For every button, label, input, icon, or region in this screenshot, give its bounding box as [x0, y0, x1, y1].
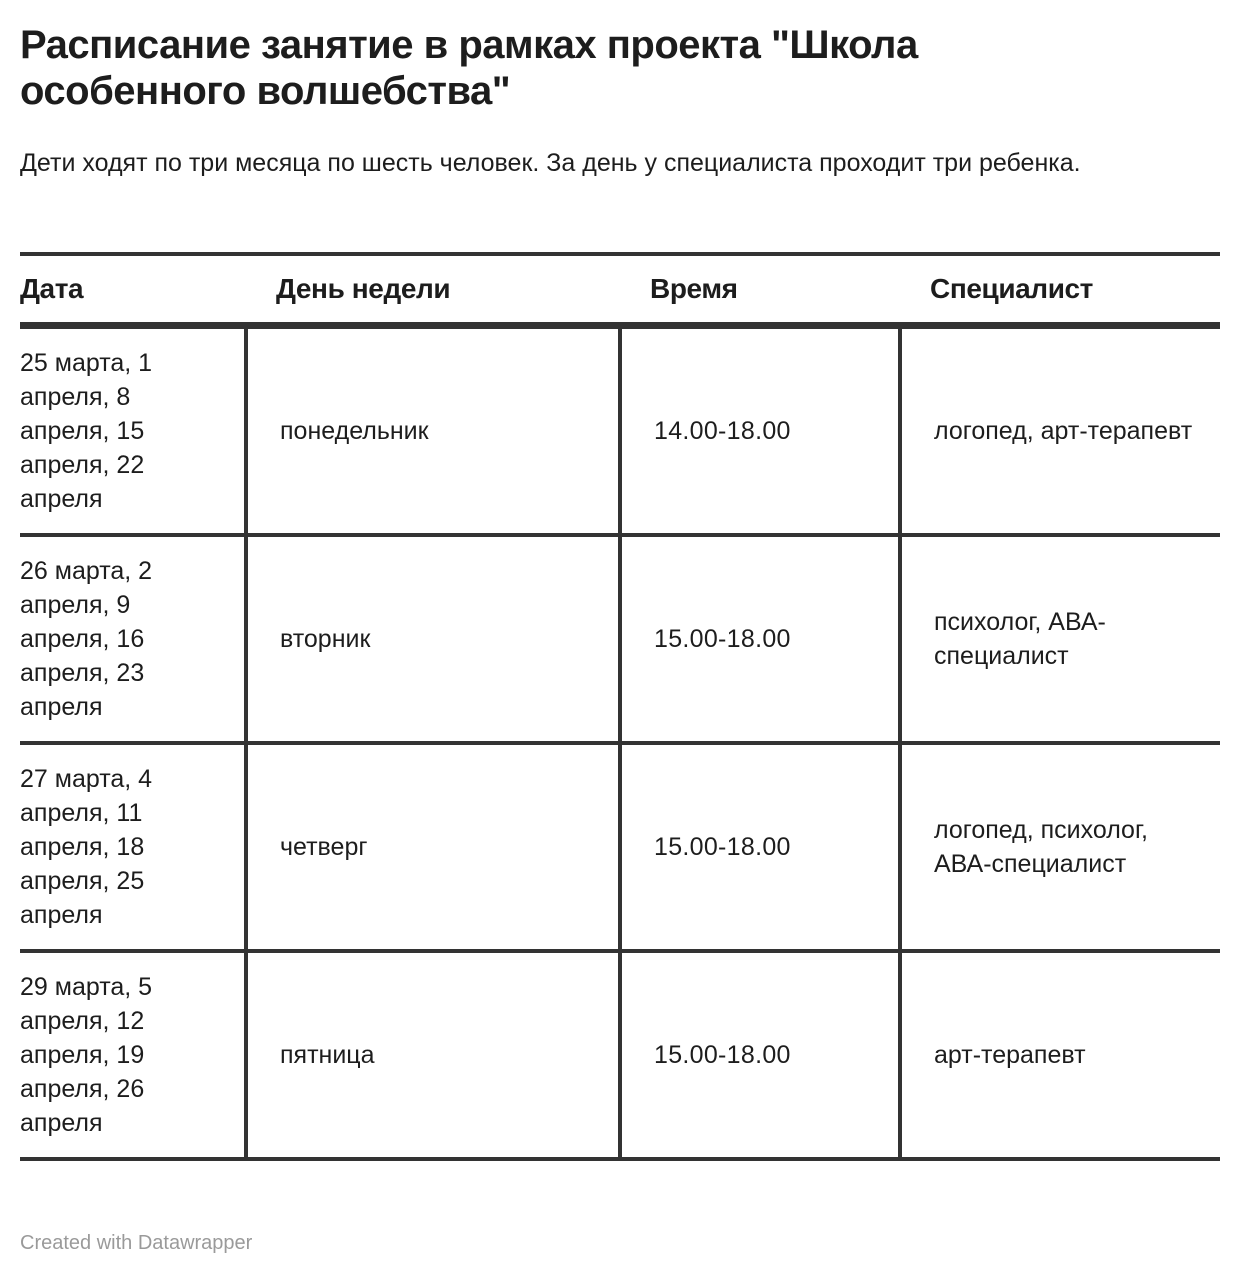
- cell-weekday: понедельник: [246, 326, 620, 536]
- cell-date: 27 марта, 4 апреля, 11 апреля, 18 апреля, 25 апреля: [20, 743, 246, 951]
- table-header-row: [20, 254, 1220, 326]
- schedule-table: [20, 252, 1220, 1161]
- column-header-date[interactable]: Дата: [20, 254, 246, 326]
- cell-time: 14.00-18.00: [620, 326, 900, 536]
- cell-weekday: четверг: [246, 743, 620, 951]
- column-header-specialist[interactable]: Специалист: [900, 254, 1220, 326]
- column-header-time[interactable]: Время: [620, 254, 900, 326]
- column-header-weekday[interactable]: День недели: [246, 254, 620, 326]
- table-row: [20, 326, 1220, 536]
- cell-date: 29 марта, 5 апреля, 12 апреля, 19 апреля, 26 апреля: [20, 951, 246, 1159]
- chart-container: [20, 0, 1220, 1254]
- cell-time: 15.00-18.00: [620, 743, 900, 951]
- cell-specialist: арт-терапевт: [900, 951, 1220, 1159]
- cell-specialist: логопед, арт-терапевт: [900, 326, 1220, 536]
- cell-time: 15.00-18.00: [620, 535, 900, 743]
- table-row: [20, 743, 1220, 951]
- cell-date: 25 марта, 1 апреля, 8 апреля, 15 апреля, 22 апреля: [20, 326, 246, 536]
- chart-subtitle: Дети ходят по три месяца по шесть человек. За день у специалиста проходит три ребенка.: [20, 149, 1081, 177]
- cell-weekday: вторник: [246, 535, 620, 743]
- cell-time: 15.00-18.00: [620, 951, 900, 1159]
- chart-title: Расписание занятие в рамках проекта "Школа особенного волшебства": [20, 23, 918, 113]
- cell-date: 26 марта, 2 апреля, 9 апреля, 16 апреля, 23 апреля: [20, 535, 246, 743]
- table-row: [20, 535, 1220, 743]
- table-row: [20, 951, 1220, 1159]
- cell-specialist: логопед, психолог, АВА-специалист: [900, 743, 1220, 951]
- datawrapper-credit[interactable]: Created with Datawrapper: [20, 1232, 253, 1254]
- cell-specialist: психолог, АВА-специалист: [900, 535, 1220, 743]
- cell-weekday: пятница: [246, 951, 620, 1159]
